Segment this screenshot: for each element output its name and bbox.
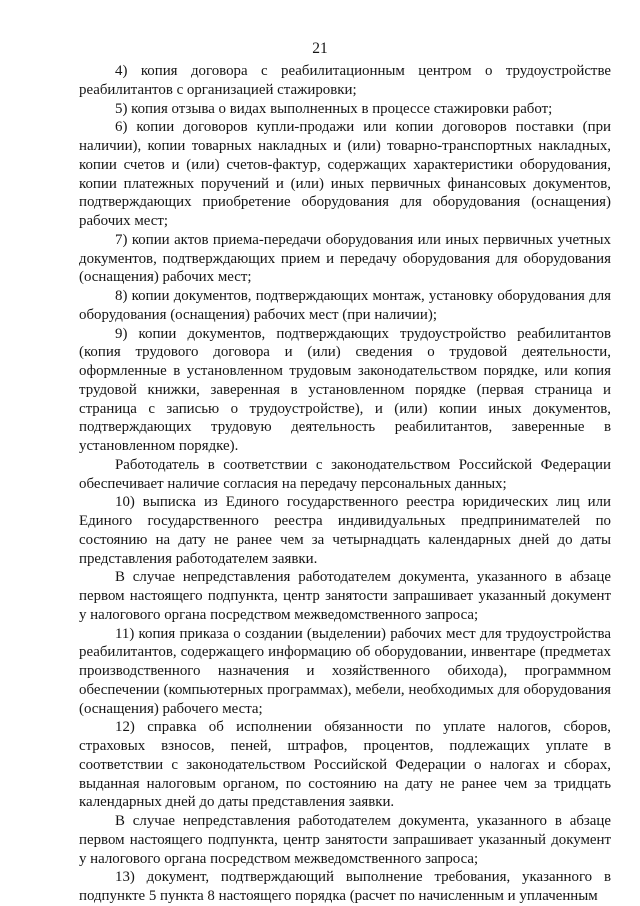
paragraph-item-7: 7) копии актов приема-передачи оборудования или иных первичных учетных документов, подтверждающих прием и передачу оборудования для оборудования (оснащения) рабочих мест; xyxy=(79,231,611,286)
paragraph-item-9: 9) копии документов, подтверждающих трудоустройство реабилитантов (копия трудового договора и (или) сведения о трудовой деятельности, оформленные в установленном трудовым законодательством порядке, или копия трудовой книжки, заверенная в установленном порядке (первая страница и страница с записью о трудоустройстве), и (или) копии иных документов, подтверждающих трудовую деятельность реабилитантов, заверенные в установленном порядке). xyxy=(79,325,611,454)
paragraph-item-10: 10) выписка из Единого государственного реестра юридических лиц или Единого государственного реестра индивидуальных предпринимателей по состоянию на дату не ранее чем за четырнадцать календарных дней до даты представления работодателем заявки. xyxy=(79,494,611,567)
paragraph-interagency-request-1: В случае непредставления работодателем документа, указанного в абзаце первом настоящего подпункта, центр занятости запрашивает указанный документ у налогового органа посредством межведомственного запроса; xyxy=(79,569,611,623)
paragraph-consent-note: Работодатель в соответствии с законодательством Российской Федерации обеспечивает наличие согласия на передачу персональных данных; xyxy=(79,456,611,492)
paragraph-item-5: 5) копия отзыва о видах выполненных в процессе стажировки работ; xyxy=(115,100,553,117)
document-body xyxy=(79,62,611,906)
paragraph-item-6: 6) копии договоров купли-продажи или копии договоров поставки (при наличии), копии товарных накладных и (или) товарно-транспортных накладных, копии счетов и (или) счетов-фактур, содержащих характеристики оборудования, копии платежных поручений и (или) иных первичных финансовых документов, подтверждающих приобретение оборудования для оборудования (оснащения) рабочих мест; xyxy=(79,119,611,229)
paragraph-item-11: 11) копия приказа о создании (выделении) рабочих мест для трудоустройства реабилитантов, содержащего информацию об оборудовании, инвентаре (предметах производственного назначения и хозяйственного обихода), программном обеспечении (компьютерных программах), мебели, необходимых для оборудования (оснащения) рабочего места; xyxy=(79,625,611,717)
paragraph-interagency-request-2: В случае непредставления работодателем документа, указанного в абзаце первом настоящего подпункта, центр занятости запрашивает указанный документ у налогового органа посредством межведомственного запроса; xyxy=(79,813,611,867)
paragraph-item-8: 8) копии документов, подтверждающих монтаж, установку оборудования для оборудования (оснащения) рабочих мест (при наличии); xyxy=(79,288,611,323)
paragraph-item-13: 13) документ, подтверждающий выполнение требования, указанного в подпункте 5 пункта 8 настоящего порядка (расчет по начисленным и уплаченным xyxy=(79,869,611,904)
page-number: 21 xyxy=(312,40,328,57)
paragraph-item-4: 4) копия договора с реабилитационным центром о трудоустройстве реабилитантов с организацией стажировки; xyxy=(79,63,611,98)
paragraph-item-12: 12) справка об исполнении обязанности по уплате налогов, сборов, страховых взносов, пеней, штрафов, процентов, подлежащих уплате в соответствии с законодательством Российской Федерации о налогах и сборах, выданная налоговым органом, по состоянию на дату не ранее чем за тридцать календарных дней до даты представления заявки. xyxy=(79,719,611,811)
